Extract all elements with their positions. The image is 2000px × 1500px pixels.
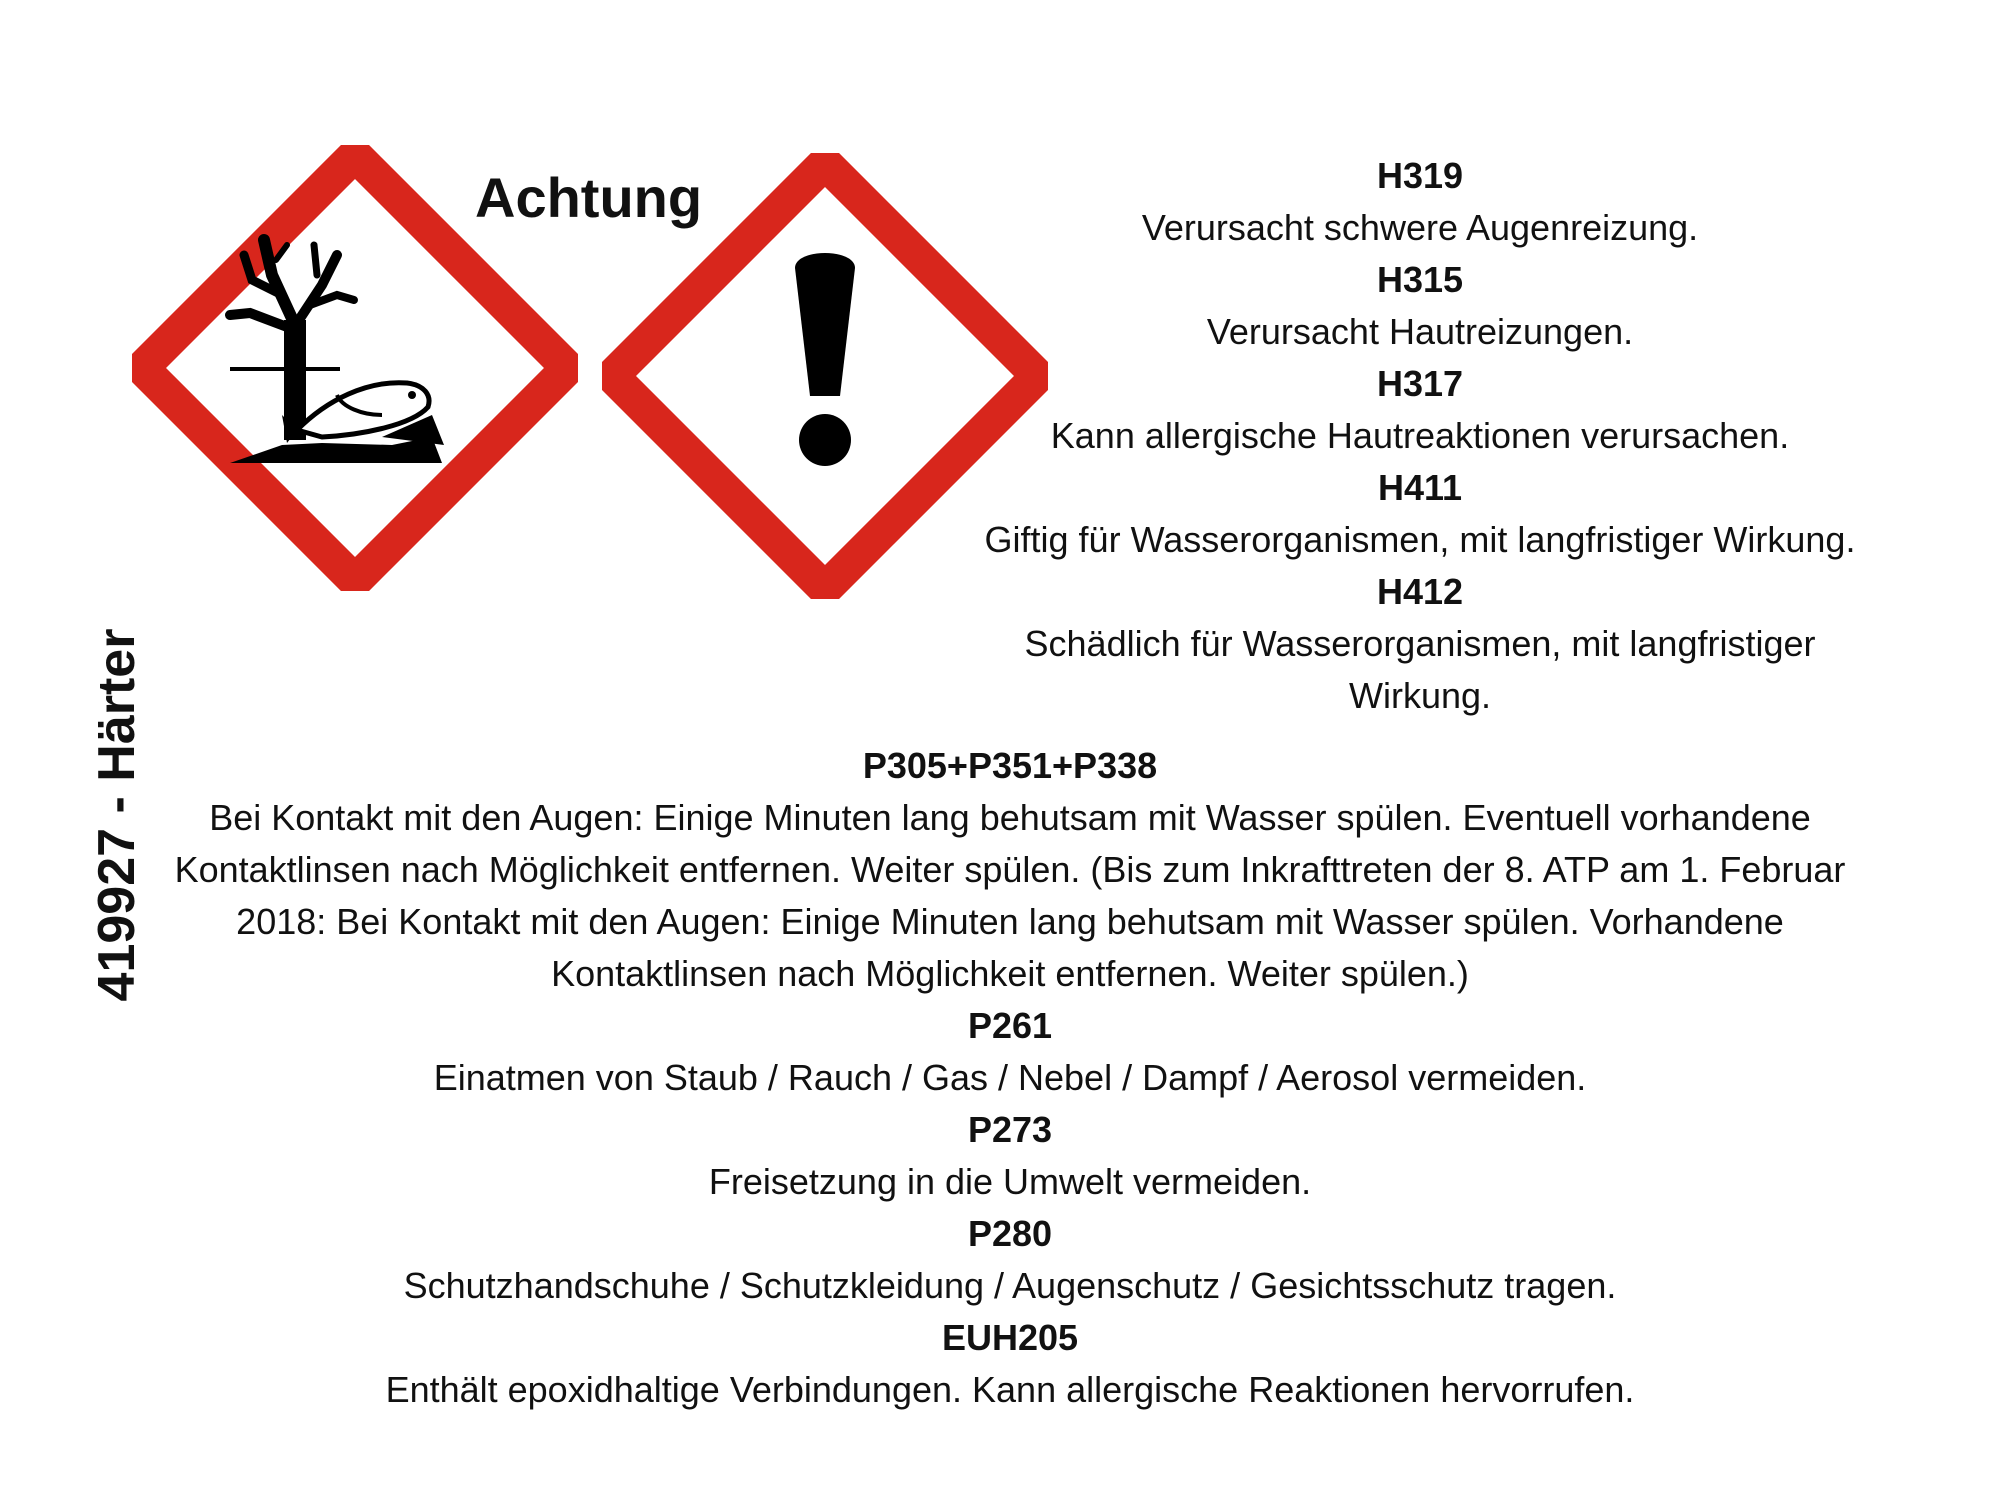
hazard-code: H319	[1376, 155, 1464, 196]
precaution-code: P280	[967, 1213, 1053, 1254]
precaution-code: P305+P351+P338	[862, 745, 1158, 786]
hazard-text: Kann allergische Hautreaktionen verursachen.	[1050, 415, 1790, 456]
environment-icon	[132, 145, 578, 591]
hazard-text: Giftig für Wasserorganismen, mit langfristiger Wirkung.	[984, 519, 1856, 560]
hazard-statement-h319	[940, 150, 1900, 254]
precautionary-statements	[140, 740, 1880, 1416]
precautionary-statement-euh205	[140, 1312, 1880, 1416]
signal-word: Achtung	[475, 166, 703, 229]
precaution-code: EUH205	[941, 1317, 1079, 1358]
product-id: 419927 - Härter	[88, 628, 146, 1002]
precaution-text: Einatmen von Staub / Rauch / Gas / Nebel / Dampf / Aerosol vermeiden.	[433, 1057, 1587, 1098]
precautionary-statement-p261	[140, 1000, 1880, 1104]
hazard-code: H411	[1377, 467, 1463, 508]
precaution-text: Schutzhandschuhe / Schutzkleidung / Augenschutz / Gesichtsschutz tragen.	[403, 1265, 1617, 1306]
precaution-code: P273	[967, 1109, 1053, 1150]
hazard-text: Verursacht schwere Augenreizung.	[1141, 207, 1699, 248]
hazard-text: Verursacht Hautreizungen.	[1206, 311, 1634, 352]
hazard-code: H317	[1376, 363, 1464, 404]
hazard-code: H315	[1376, 259, 1464, 300]
precautionary-statement-p280	[140, 1208, 1880, 1312]
precautionary-statement-p273	[140, 1104, 1880, 1208]
precaution-text: Enthält epoxidhaltige Verbindungen. Kann allergische Reaktionen hervorrufen.	[385, 1369, 1635, 1410]
hazard-text: Schädlich für Wasserorganismen, mit langfristiger Wirkung.	[1024, 623, 1816, 716]
precaution-code: P261	[967, 1005, 1053, 1046]
hazard-statement-h317	[940, 358, 1900, 462]
hazard-statements	[940, 150, 1900, 722]
precautionary-statement-p305	[140, 740, 1880, 1000]
hazard-statement-h315	[940, 254, 1900, 358]
precaution-text: Freisetzung in die Umwelt vermeiden.	[708, 1161, 1312, 1202]
hazard-statement-h412	[940, 566, 1900, 722]
hazard-code: H412	[1376, 571, 1464, 612]
hazard-statement-h411	[940, 462, 1900, 566]
precaution-text: Bei Kontakt mit den Augen: Einige Minuten lang behutsam mit Wasser spülen. Eventuell vorhandene Kontaktlinsen nach Möglichkeit entfernen. Weiter spülen. (Bis zum Inkrafttreten der 8. ATP am 1. Februar 2018: Bei Kontakt mit den Augen: Einige Minuten lang behutsam mit Wasser spülen. Vorhandene Kontaktlinsen nach Möglichkeit entfernen. Weiter spülen.)	[174, 797, 1846, 994]
